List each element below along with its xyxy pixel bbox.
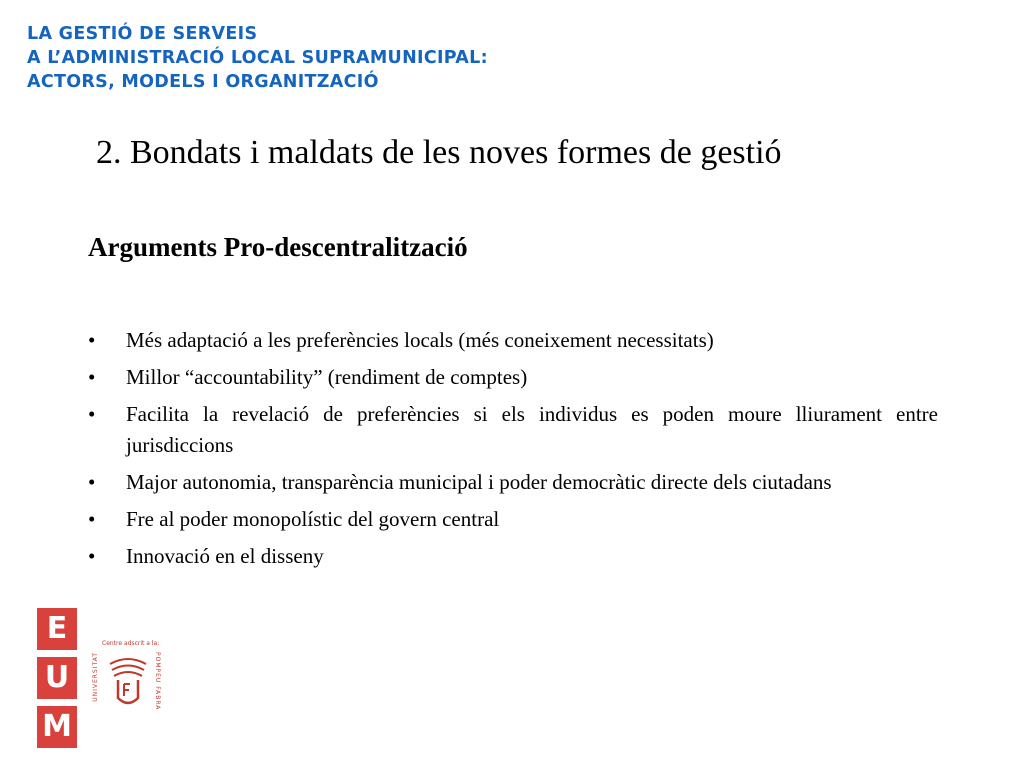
bullet-icon: • — [88, 402, 96, 426]
bullet-icon: • — [88, 365, 96, 389]
upf-vertical-right: POMPEU FABRA — [154, 652, 161, 711]
slide-title: 2. Bondats i maldats de les noves formes de gestió — [96, 134, 782, 171]
list-item — [88, 467, 938, 498]
list-item — [88, 362, 938, 393]
argument-list — [88, 325, 938, 578]
eum-logo — [37, 608, 77, 755]
list-item-text: Més adaptació a les preferències locals (més coneixement necessitats) — [126, 328, 714, 352]
bullet-icon: • — [88, 328, 96, 352]
bullet-icon: • — [88, 470, 96, 494]
list-item-text: Facilita la revelació de preferències si els individus es poden moure lliurament entre jurisdiccions — [126, 402, 938, 457]
eum-letter-m: M — [37, 706, 77, 748]
course-header-line-3: ACTORS, MODELS I ORGANITZACIÓ — [27, 72, 379, 92]
list-item-text: Innovació en el disseny — [126, 544, 324, 568]
list-item — [88, 399, 938, 461]
list-item-text: Fre al poder monopolístic del govern central — [126, 507, 500, 531]
upf-emblem-icon — [106, 650, 150, 712]
list-item — [88, 541, 938, 572]
bullet-icon: • — [88, 544, 96, 568]
course-header-line-2: A L’ADMINISTRACIÓ LOCAL SUPRAMUNICIPAL: — [27, 48, 488, 68]
list-item — [88, 325, 938, 356]
course-header-line-1: LA GESTIÓ DE SERVEIS — [27, 24, 258, 44]
list-item-text: Millor “accountability” (rendiment de comptes) — [126, 365, 528, 389]
eum-letter-u: U — [37, 657, 77, 699]
upf-vertical-left: UNIVERSITAT — [92, 652, 99, 702]
section-heading: Arguments Pro-descentralització — [88, 232, 468, 262]
eum-letter-e: E — [37, 608, 77, 650]
upf-caption: Centre adscrit a la: — [102, 640, 160, 647]
course-header — [27, 22, 488, 94]
upf-logo — [92, 640, 164, 720]
list-item — [88, 504, 938, 535]
list-item-text: Major autonomia, transparència municipal i poder democràtic directe dels ciutadans — [126, 470, 832, 494]
bullet-icon: • — [88, 507, 96, 531]
